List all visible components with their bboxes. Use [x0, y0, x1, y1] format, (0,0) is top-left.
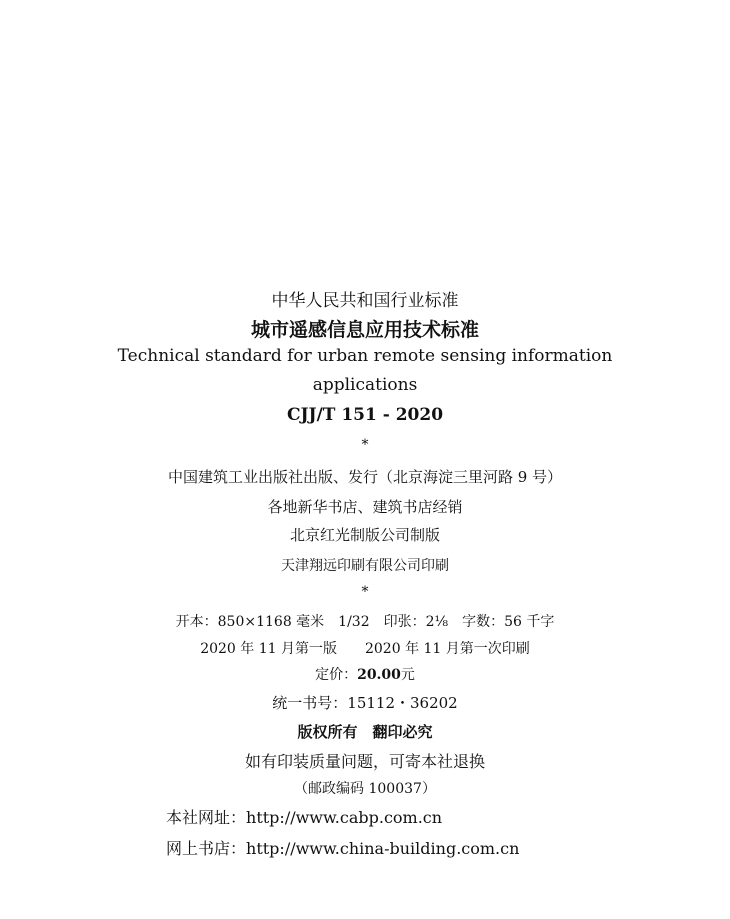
- online-store-url: http://www.china-building.com.cn: [246, 839, 520, 858]
- edition-info: 2020 年 11 月第一版 2020 年 11 月第一次印刷: [200, 641, 530, 657]
- online-store-line: [166, 836, 519, 859]
- website-line: [166, 805, 442, 828]
- publisher-line: 中国建筑工业出版社出版、发行（北京海淀三里河路 9 号）: [167, 468, 563, 486]
- price-label: 定价：: [315, 667, 358, 683]
- industry-standard-label: 中华人民共和国行业标准: [271, 291, 459, 311]
- copyright-notice: 版权所有 翻印必究: [297, 723, 433, 741]
- standard-code: CJJ/T 151 - 2020: [286, 405, 444, 425]
- standard-title-en-line2: applications: [312, 375, 418, 395]
- unified-book-number: 统一书号：15112・36202: [272, 694, 458, 712]
- price: [0, 664, 730, 684]
- website-label: 本社网址：: [166, 808, 247, 827]
- price-unit: 元: [400, 667, 415, 683]
- printer-line: 天津翔远印刷有限公司印刷: [281, 558, 449, 574]
- online-store-label: 网上书店：: [166, 839, 247, 858]
- returns-notice: 如有印装质量问题，可寄本社退换: [244, 752, 485, 771]
- postal-code: （邮政编码 100037）: [294, 781, 436, 797]
- format-specs: 开本：850×1168 毫米 1/32 印张：2⅛ 字数：56 千字: [175, 614, 555, 630]
- separator-star: *: [361, 584, 369, 600]
- standard-title-en-line1: Technical standard for urban remote sensing information: [117, 346, 613, 366]
- price-value: 20.00: [357, 667, 401, 683]
- plate-maker-line: 北京红光制版公司制版: [289, 526, 440, 544]
- standard-title-cn: 城市遥感信息应用技术标准: [250, 319, 479, 341]
- website-url: http://www.cabp.com.cn: [246, 808, 443, 827]
- separator-star: *: [361, 437, 369, 453]
- distributor-line: 各地新华书店、建筑书店经销: [267, 498, 463, 516]
